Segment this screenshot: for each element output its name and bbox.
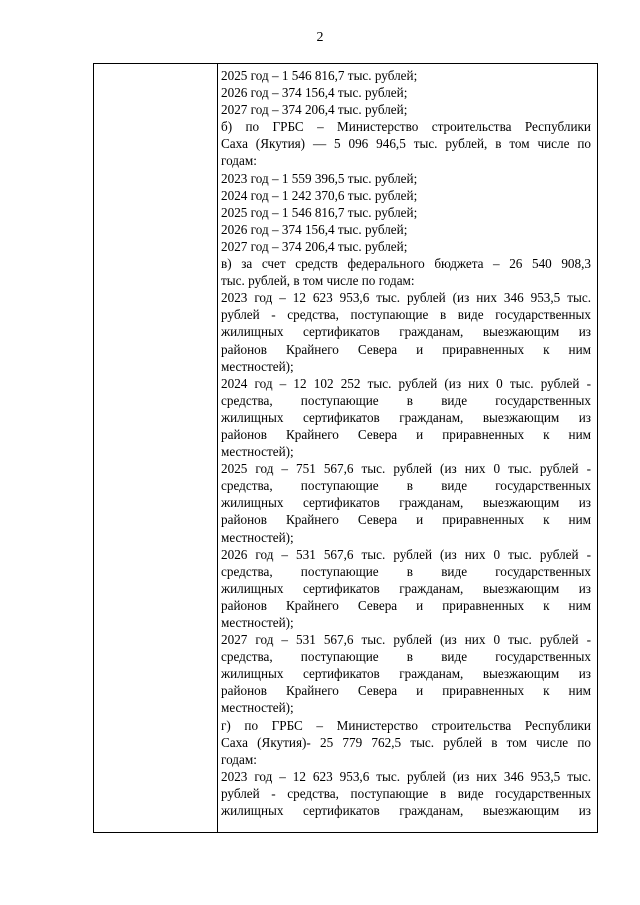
page-number: 2 (316, 30, 324, 45)
text-line: местностей); (221, 444, 294, 460)
text-line: 2026 год – 374 156,4 тыс. рублей; (221, 221, 408, 237)
text-line: жилищных сертификатов гражданам, выезжающим из (221, 666, 591, 682)
text-line: жилищных сертификатов гражданам, выезжающим из (221, 580, 591, 596)
text-line: жилищных сертификатов гражданам, выезжающим из (221, 409, 591, 425)
text-line: в) за счет средств федерального бюджета – 26 540 908,3 (221, 256, 591, 272)
text-line: 2027 год – 374 206,4 тыс. рублей; (221, 102, 408, 118)
table-content-cell (221, 67, 591, 832)
text-line: 2027 год – 374 206,4 тыс. рублей; (221, 238, 408, 254)
text-line: районов Крайнего Севера и приравненных к ним (221, 683, 591, 699)
text-line: местностей); (221, 700, 294, 716)
text-line: жилищных сертификатов гражданам, выезжающим из (221, 803, 591, 819)
text-line: 2024 год – 12 102 252 тыс. рублей (из них 0 тыс. рублей - (221, 375, 591, 391)
text-line: 2023 год – 1 559 396,5 тыс. рублей; (221, 170, 418, 186)
text-line: 2023 год – 12 623 953,6 тыс. рублей (из них 346 953,5 тыс. (221, 290, 591, 306)
text-line: 2027 год – 531 567,6 тыс. рублей (из них 0 тыс. рублей - (221, 632, 591, 648)
text-line: 2025 год – 1 546 816,7 тыс. рублей; (221, 204, 418, 220)
text-line: районов Крайнего Севера и приравненных к ним (221, 512, 591, 528)
text-line: 2023 год – 12 623 953,6 тыс. рублей (из них 346 953,5 тыс. (221, 768, 591, 784)
text-line: Саха (Якутия)- 25 779 762,5 тыс. рублей в том числе по (221, 734, 591, 750)
text-line: 2026 год – 374 156,4 тыс. рублей; (221, 85, 408, 101)
text-line: жилищных сертификатов гражданам, выезжающим из (221, 324, 591, 340)
text-line: местностей); (221, 358, 294, 374)
text-line: рублей - средства, поступающие в виде государственных (221, 307, 591, 323)
text-line: Саха (Якутия) — 5 096 946,5 тыс. рублей, в том числе по (221, 136, 591, 152)
text-line: 2025 год – 751 567,6 тыс. рублей (из них 0 тыс. рублей - (221, 461, 591, 477)
text-line: местностей); (221, 615, 294, 630)
text-line: 2024 год – 1 242 370,6 тыс. рублей; (221, 187, 418, 203)
text-line: жилищных сертификатов гражданам, выезжающим из (221, 495, 591, 511)
text-line: б) по ГРБС – Министерство строительства Республики (221, 119, 591, 135)
text-line: 2026 год – 531 567,6 тыс. рублей (из них 0 тыс. рублей - (221, 546, 591, 562)
text-line: годам: (221, 751, 257, 767)
document-table (93, 63, 598, 833)
text-line: средства, поступающие в виде государственных (221, 478, 591, 494)
text-line: районов Крайнего Севера и приравненных к ним (221, 597, 591, 613)
text-line: районов Крайнего Севера и приравненных к ним (221, 426, 591, 442)
text-line: средства, поступающие в виде государственных (221, 392, 591, 408)
text-line: г) по ГРБС – Министерство строительства Республики (221, 717, 591, 733)
text-line: рублей - средства, поступающие в виде государственных (221, 785, 591, 801)
table-column-divider (217, 64, 218, 832)
text-line: средства, поступающие в виде государственных (221, 649, 591, 665)
text-line: районов Крайнего Севера и приравненных к ним (221, 341, 591, 357)
text-line: тыс. рублей, в том числе по годам: (221, 273, 415, 289)
text-line: средства, поступающие в виде государственных (221, 563, 591, 579)
text-line: 2025 год – 1 546 816,7 тыс. рублей; (221, 68, 418, 83)
text-line: годам: (221, 153, 257, 169)
text-line: местностей); (221, 529, 294, 545)
